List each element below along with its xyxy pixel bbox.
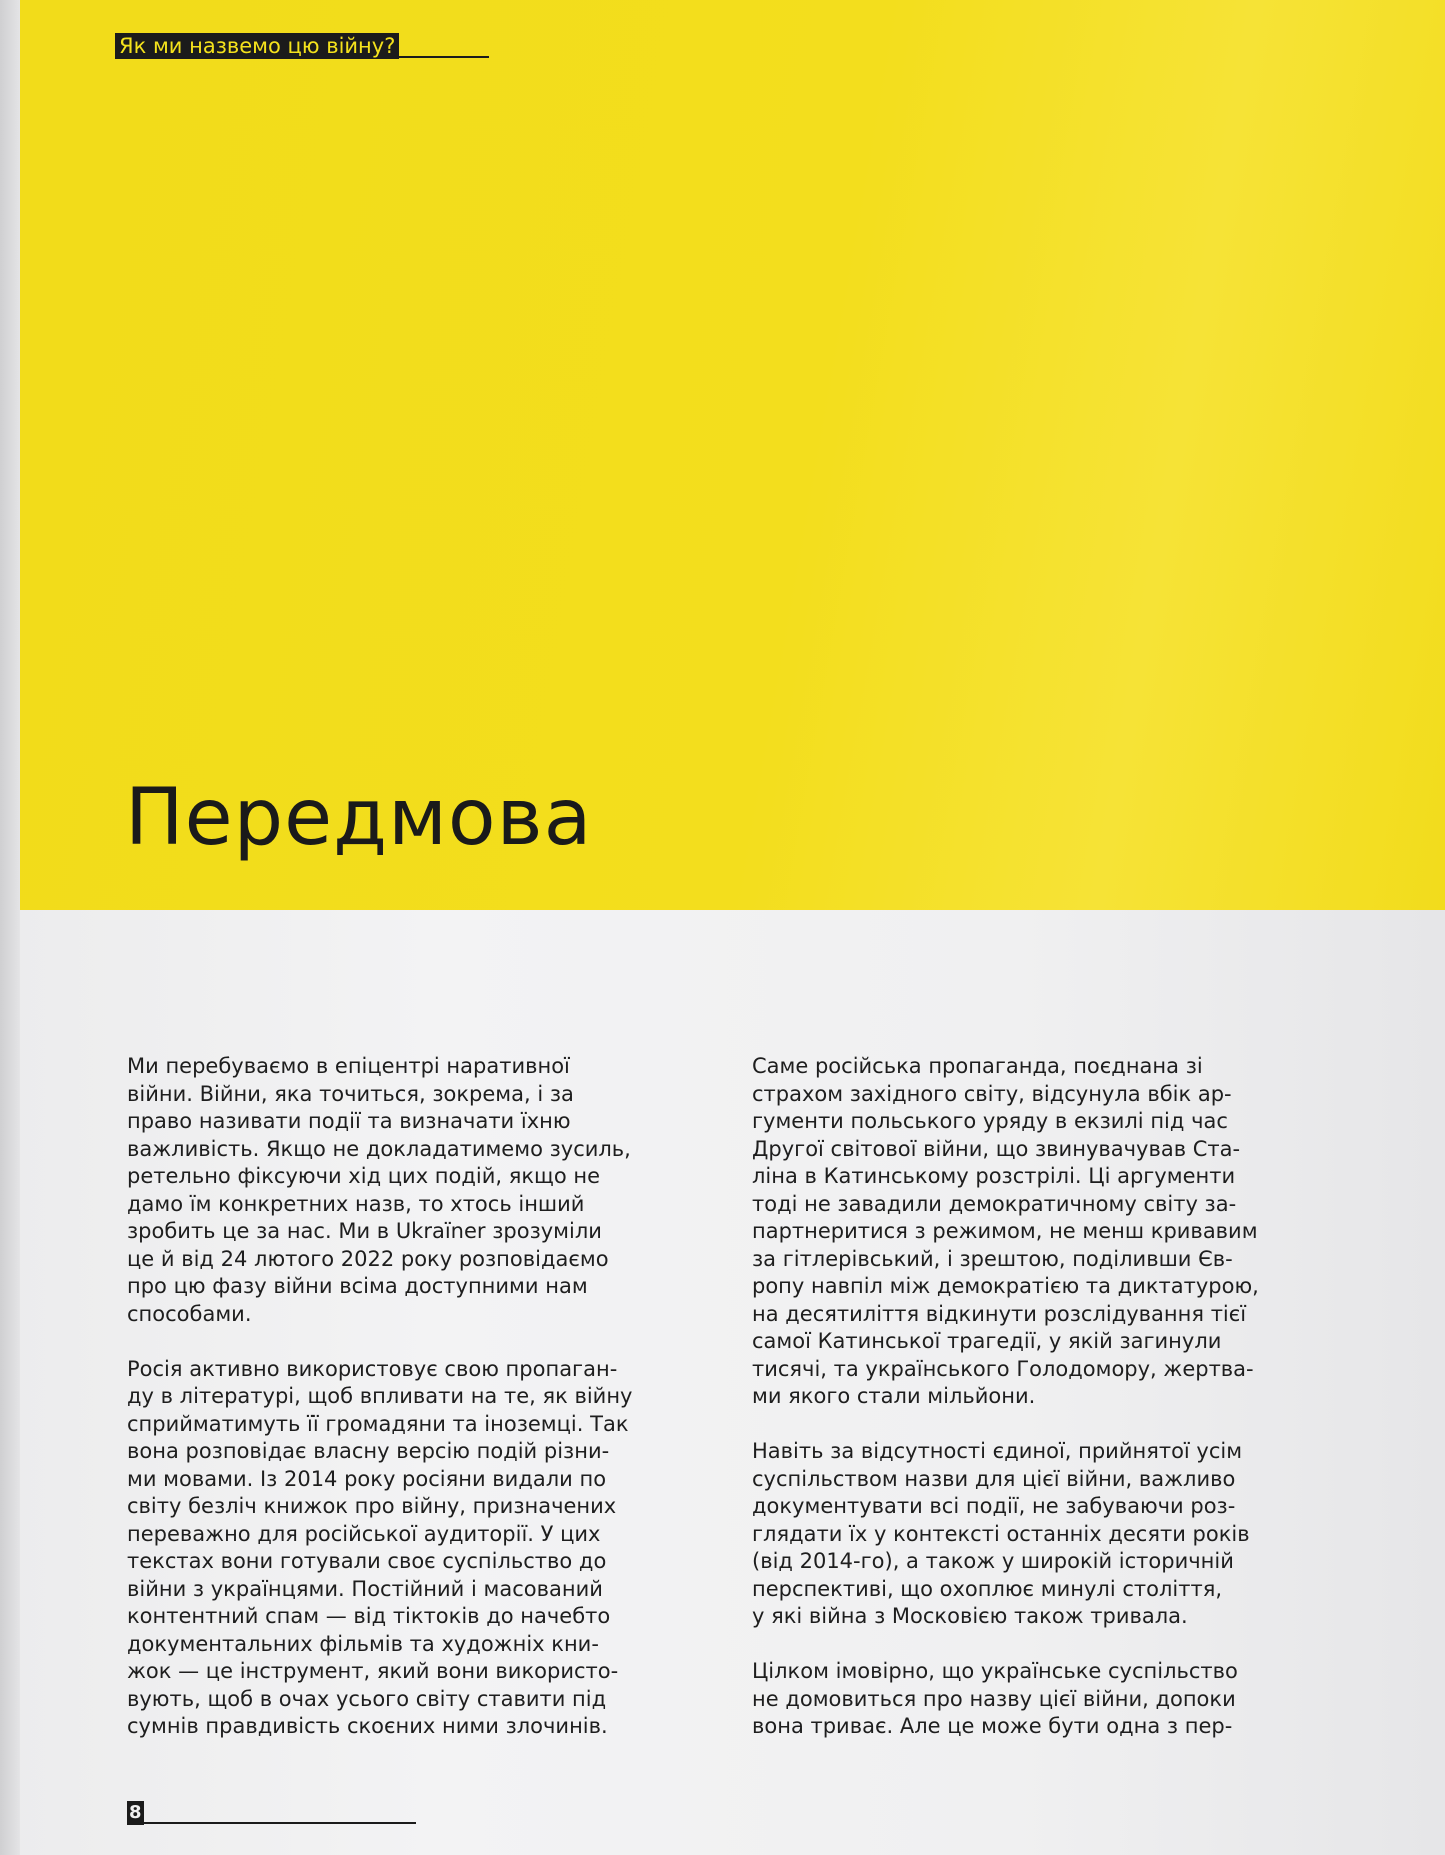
left-text-column <box>127 1053 727 1768</box>
running-header <box>115 33 489 59</box>
text-line: ду в літературі, щоб впливати на те, як війну <box>127 1384 633 1408</box>
paragraph <box>127 1356 727 1741</box>
text-line: жок — це інструмент, який вони використо- <box>127 1659 619 1683</box>
text-line: (від 2014-го), а також у широкій історичній <box>752 1549 1234 1573</box>
text-line: Ми перебуваємо в епіцентрі наративної <box>127 1054 570 1078</box>
text-line: війни з українцями. Постійний і масований <box>127 1576 603 1601</box>
text-line: самої Катинської трагедії, у якій загинули <box>752 1329 1222 1353</box>
text-line: у які війна з Московією також тривала. <box>752 1604 1188 1628</box>
text-line: сприйматимуть її громадяни та іноземці. Так <box>127 1411 629 1436</box>
text-line: ми мовами. Із 2014 року росіяни видали по <box>127 1466 607 1491</box>
text-line: вона розповідає власну версію подій різни- <box>127 1439 610 1463</box>
text-line: тисячі, та українського Голодомору, жертва- <box>752 1356 1254 1381</box>
text-line: Цілком імовірно, що українське суспільство <box>752 1659 1238 1683</box>
text-line: війни. Війни, яка точиться, зокрема, і за <box>127 1081 574 1106</box>
text-line: контентний спам — від тіктоків до начебто <box>127 1604 611 1628</box>
paragraph <box>752 1438 1367 1631</box>
footer-rule <box>144 1822 416 1824</box>
text-line: важливість. Якщо не докладатимемо зусиль, <box>127 1136 631 1161</box>
text-line: дамо їм конкретних назв, то хтось інший <box>127 1191 585 1216</box>
text-line: світу безліч книжок про війну, призначених <box>127 1494 617 1518</box>
text-line: за гітлерівський, і зрештою, поділивши Єв- <box>752 1246 1233 1271</box>
text-line: право називати події та визначати їхню <box>127 1109 571 1133</box>
text-line: документальних фільмів та художніх кни- <box>127 1631 599 1656</box>
text-line: Навіть за відсутності єдиної, прийнятої усім <box>752 1439 1243 1463</box>
text-line: ропу навпіл між демократією та диктатурою, <box>752 1274 1259 1298</box>
page-gutter-shadow <box>0 0 20 1855</box>
page-number: 8 <box>129 1802 142 1823</box>
text-line: Саме російська пропаганда, поєднана зі <box>752 1054 1203 1078</box>
text-line: зробить це за нас. Ми в Ukraїner зрозуміли <box>127 1219 602 1243</box>
text-line: ретельно фіксуючи хід цих подій, якщо не <box>127 1164 601 1188</box>
page-title: Передмова <box>125 773 593 863</box>
text-line: документувати всі події, не забуваючи роз- <box>752 1494 1236 1518</box>
text-line: переважно для російської аудиторії. У цих <box>127 1521 601 1546</box>
text-line: партнеритися з режимом, не менш кривавим <box>752 1219 1258 1243</box>
right-text-column <box>752 1053 1367 1768</box>
paragraph <box>752 1053 1367 1411</box>
text-line: вона триває. Але це може бути одна з пер- <box>752 1714 1233 1738</box>
text-line: сумнів правдивість скоєних ними злочинів. <box>127 1714 608 1738</box>
text-line: про цю фазу війни всіма доступними нам <box>127 1274 588 1298</box>
text-line: способами. <box>127 1301 252 1326</box>
running-title: Як ми назвемо цю війну? <box>115 33 399 59</box>
header-rule <box>399 56 489 58</box>
text-line: на десятиліття відкинути розслідування тієї <box>752 1301 1247 1326</box>
text-line: ліна в Катинському розстрілі. Ці аргументи <box>752 1164 1236 1188</box>
text-line: це й від 24 лютого 2022 року розповідаємо <box>127 1246 609 1271</box>
text-line: Росія активно використовує свою пропаган- <box>127 1356 618 1381</box>
text-line: тоді не завадили демократичному світу за- <box>752 1191 1237 1216</box>
text-line: глядати їх у контексті останніх десяти років <box>752 1521 1250 1546</box>
paragraph <box>127 1053 727 1328</box>
text-line: страхом західного світу, відсунула вбік ар- <box>752 1081 1232 1106</box>
text-line: ми якого стали мільйони. <box>752 1384 1036 1408</box>
paragraph <box>752 1658 1367 1741</box>
text-line: вують, щоб в очах усього світу ставити під <box>127 1686 607 1711</box>
text-line: перспективі, що охоплює минулі століття, <box>752 1576 1222 1601</box>
text-line: не домовиться про назву цієї війни, допоки <box>752 1686 1236 1711</box>
text-line: гументи польського уряду в екзилі під час <box>752 1109 1228 1133</box>
text-line: Другої світової війни, що звинувачував Ста- <box>752 1136 1241 1161</box>
text-line: текстах вони готували своє суспільство до <box>127 1549 607 1573</box>
text-line: суспільством назви для цієї війни, важливо <box>752 1466 1236 1491</box>
page-footer <box>127 1801 416 1825</box>
